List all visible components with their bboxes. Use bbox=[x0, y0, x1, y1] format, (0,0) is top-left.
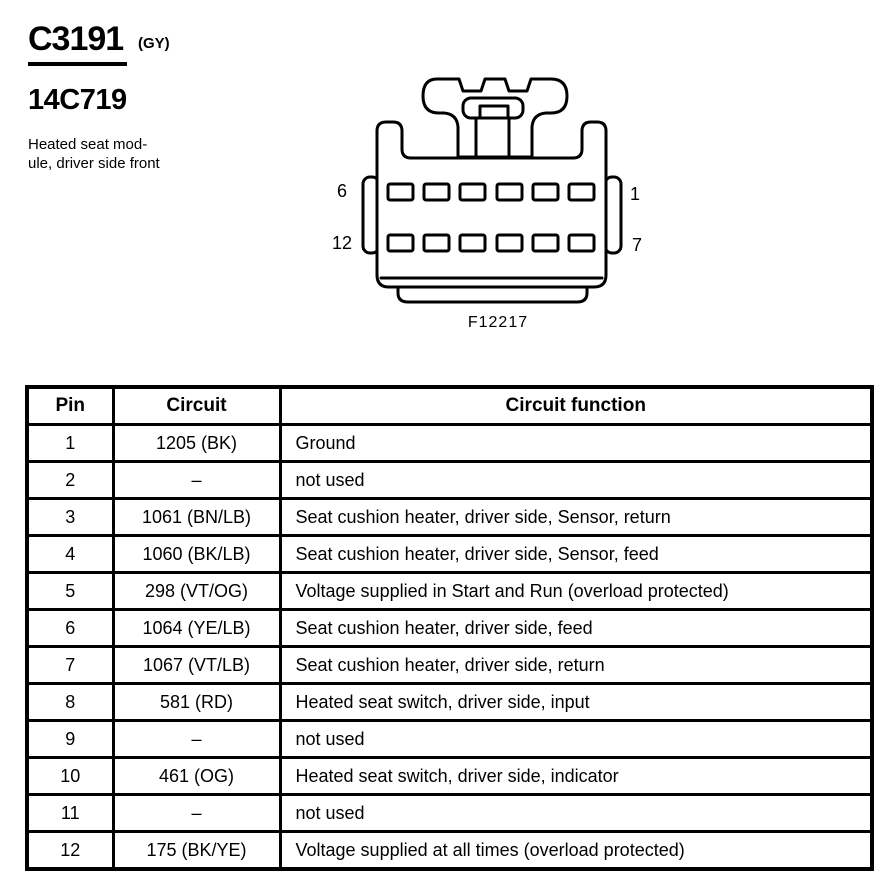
circuit-cell: – bbox=[113, 462, 280, 499]
table-row bbox=[27, 573, 872, 610]
circuit-cell: 581 (RD) bbox=[113, 684, 280, 721]
pin-cell: 2 bbox=[27, 462, 113, 499]
circuit-cell: 1060 (BK/LB) bbox=[113, 536, 280, 573]
circuit-cell: 1061 (BN/LB) bbox=[113, 499, 280, 536]
part-number: 14C719 bbox=[28, 84, 127, 116]
pin-cell: 5 bbox=[27, 573, 113, 610]
col-header-circuit-function: Circuit function bbox=[280, 387, 872, 425]
pin-slot bbox=[569, 184, 594, 200]
table-row bbox=[27, 721, 872, 758]
function-cell: not used bbox=[280, 795, 872, 832]
circuit-cell: – bbox=[113, 795, 280, 832]
pin-cell: 10 bbox=[27, 758, 113, 795]
table-row bbox=[27, 462, 872, 499]
connector-description bbox=[28, 135, 160, 173]
function-cell: Ground bbox=[280, 425, 872, 462]
bottom-tab bbox=[398, 287, 587, 302]
pin-cell: 12 bbox=[27, 832, 113, 870]
col-header-pin: Pin bbox=[27, 387, 113, 425]
pin-cell: 6 bbox=[27, 610, 113, 647]
table-row bbox=[27, 832, 872, 870]
function-cell: not used bbox=[280, 721, 872, 758]
pin-slot bbox=[388, 184, 413, 200]
latch-catch-inner bbox=[480, 106, 508, 118]
pin-number-bottom-right: 7 bbox=[632, 235, 643, 255]
pin-slot bbox=[569, 235, 594, 251]
function-cell: not used bbox=[280, 462, 872, 499]
function-cell: Voltage supplied at all times (overload protected) bbox=[280, 832, 872, 870]
pin-number-bottom-left: 12 bbox=[332, 233, 353, 253]
function-cell: Heated seat switch, driver side, input bbox=[280, 684, 872, 721]
pin-slot bbox=[424, 184, 449, 200]
circuit-cell: 175 (BK/YE) bbox=[113, 832, 280, 870]
col-header-circuit: Circuit bbox=[113, 387, 280, 425]
pin-slot bbox=[388, 235, 413, 251]
pin-slot bbox=[497, 184, 522, 200]
table-row bbox=[27, 684, 872, 721]
function-cell: Seat cushion heater, driver side, Sensor, feed bbox=[280, 536, 872, 573]
table-row bbox=[27, 610, 872, 647]
connector-description-line2: ule, driver side front bbox=[28, 155, 160, 172]
table-row bbox=[27, 499, 872, 536]
pin-cell: 3 bbox=[27, 499, 113, 536]
function-cell: Seat cushion heater, driver side, Sensor, return bbox=[280, 499, 872, 536]
pin-cell: 11 bbox=[27, 795, 113, 832]
pin-cell: 8 bbox=[27, 684, 113, 721]
function-cell: Seat cushion heater, driver side, return bbox=[280, 647, 872, 684]
pin-number-top-right: 1 bbox=[630, 184, 641, 204]
circuit-cell: 1064 (YE/LB) bbox=[113, 610, 280, 647]
table-row bbox=[27, 647, 872, 684]
connector-id-underline bbox=[28, 62, 127, 66]
pin-slot bbox=[424, 235, 449, 251]
pin-slot bbox=[460, 184, 485, 200]
pin-cell: 7 bbox=[27, 647, 113, 684]
table-header-row bbox=[27, 387, 872, 425]
connector-diagram bbox=[340, 60, 652, 340]
pin-cell: 9 bbox=[27, 721, 113, 758]
circuit-cell: – bbox=[113, 721, 280, 758]
pin-slot bbox=[460, 235, 485, 251]
pin-number-top-left: 6 bbox=[337, 181, 348, 201]
table-row bbox=[27, 758, 872, 795]
table-row bbox=[27, 425, 872, 462]
connector-color-code: (GY) bbox=[138, 35, 170, 52]
table-row bbox=[27, 795, 872, 832]
connector-id: C3191 bbox=[28, 20, 124, 58]
circuit-cell: 461 (OG) bbox=[113, 758, 280, 795]
pin-slot bbox=[533, 184, 558, 200]
pin-slot bbox=[533, 235, 558, 251]
function-cell: Heated seat switch, driver side, indicator bbox=[280, 758, 872, 795]
connector-description-line1: Heated seat mod- bbox=[28, 136, 148, 153]
function-cell: Voltage supplied in Start and Run (overload protected) bbox=[280, 573, 872, 610]
circuit-cell: 298 (VT/OG) bbox=[113, 573, 280, 610]
figure-id: F12217 bbox=[467, 314, 529, 331]
circuit-cell: 1067 (VT/LB) bbox=[113, 647, 280, 684]
pin-cell: 4 bbox=[27, 536, 113, 573]
function-cell: Seat cushion heater, driver side, feed bbox=[280, 610, 872, 647]
pin-slot bbox=[497, 235, 522, 251]
pin-cell: 1 bbox=[27, 425, 113, 462]
table-row bbox=[27, 536, 872, 573]
circuit-cell: 1205 (BK) bbox=[113, 425, 280, 462]
pinout-table bbox=[25, 385, 874, 871]
